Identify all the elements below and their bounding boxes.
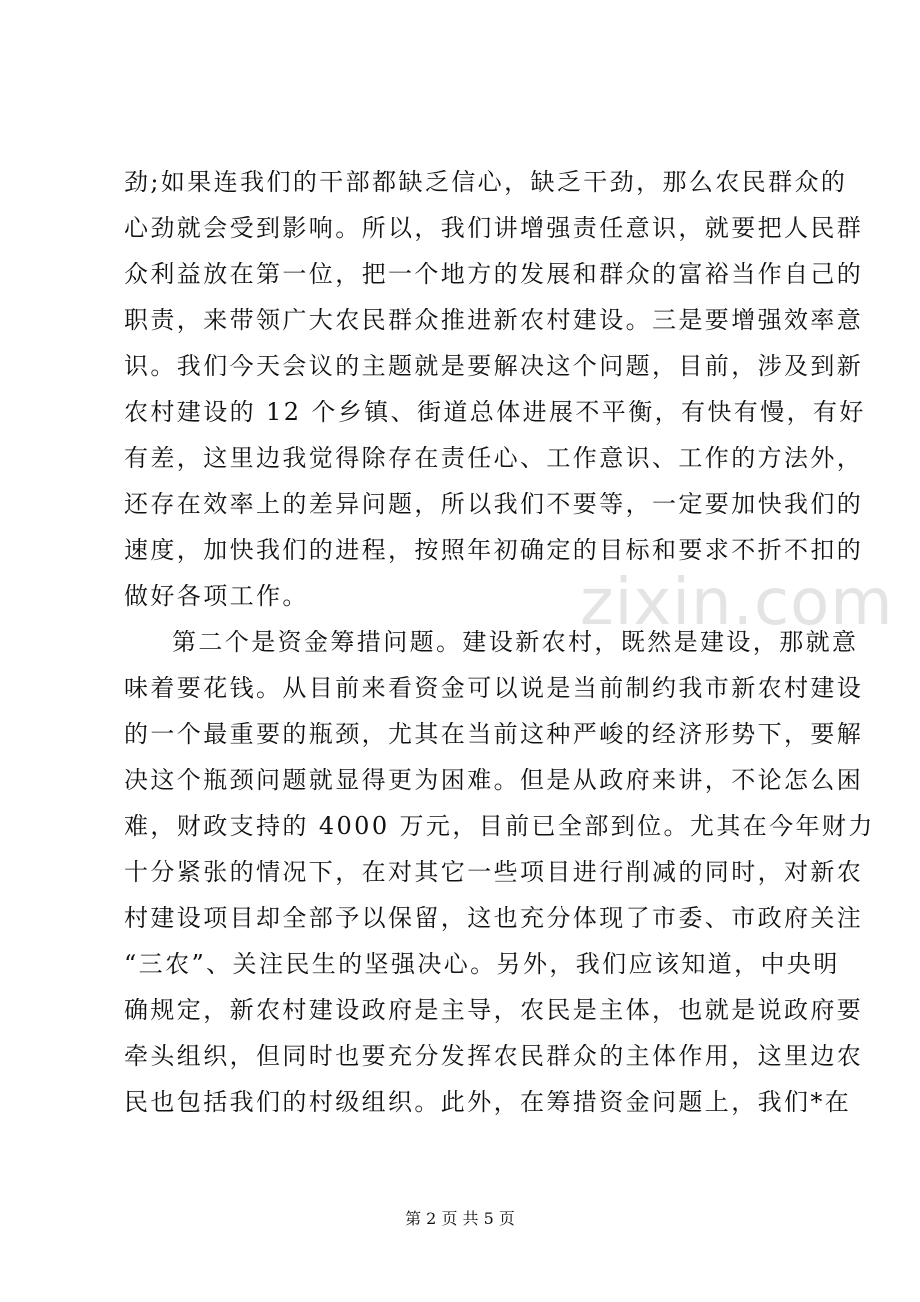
text-line: “三农”、关注民生的坚强决心。另外，我们应该知道，中央明 — [124, 952, 840, 978]
text-line: 有差，这里边我觉得除存在责任心、工作意识、工作的方法外， — [124, 446, 864, 472]
text-line: 难，财政支持的 4000 万元，目前已全部到位。尤其在今年财力 — [124, 814, 875, 840]
paragraph-first-line: 第二个是资金筹措问题。建设新农村，既然是建设，那就意 — [172, 630, 859, 656]
text-line: 众利益放在第一位，把一个地方的发展和群众的富裕当作自己的 — [124, 262, 864, 288]
text-line: 劲;如果连我们的干部都缺乏信心，缺乏干劲，那么农民群众的 — [124, 170, 848, 196]
text-line: 的一个最重要的瓶颈，尤其在当前这种严峻的经济形势下，要解 — [124, 722, 864, 748]
text-line: 速度，加快我们的进程，按照年初确定的目标和要求不折不扣的 — [124, 538, 864, 564]
text-line: 还存在效率上的差异问题，所以我们不要等，一定要加快我们的 — [124, 492, 864, 518]
text-line: 职责，来带领广大农民群众推进新农村建设。三是要增强效率意 — [124, 308, 864, 334]
text-line: 民也包括我们的村级组织。此外，在筹措资金问题上，我们*在 — [124, 1090, 852, 1116]
text-line: 做好各项工作。 — [124, 584, 309, 610]
text-line: 农村建设的 12 个乡镇、街道总体进展不平衡，有快有慢，有好 — [124, 400, 866, 426]
text-line: 心劲就会受到影响。所以，我们讲增强责任意识，就要把人民群 — [124, 216, 864, 242]
text-line: 十分紧张的情况下，在对其它一些项目进行削减的同时，对新农 — [124, 860, 864, 886]
text-line: 味着要花钱。从目前来看资金可以说是当前制约我市新农村建设 — [124, 676, 864, 702]
page-footer: 第 2 页 共 5 页 — [405, 1209, 515, 1228]
text-line: 确规定，新农村建设政府是主导，农民是主体，也就是说政府要 — [124, 998, 864, 1024]
text-line: 决这个瓶颈问题就显得更为困难。但是从政府来讲，不论怎么困 — [124, 768, 864, 794]
text-line: 识。我们今天会议的主题就是要解决这个问题，目前，涉及到新 — [124, 354, 864, 380]
text-line: 牵头组织，但同时也要充分发挥农民群众的主体作用，这里边农 — [124, 1044, 864, 1070]
watermark: zixin.com — [580, 566, 894, 640]
text-line: 村建设项目却全部予以保留，这也充分体现了市委、市政府关注 — [124, 906, 864, 932]
